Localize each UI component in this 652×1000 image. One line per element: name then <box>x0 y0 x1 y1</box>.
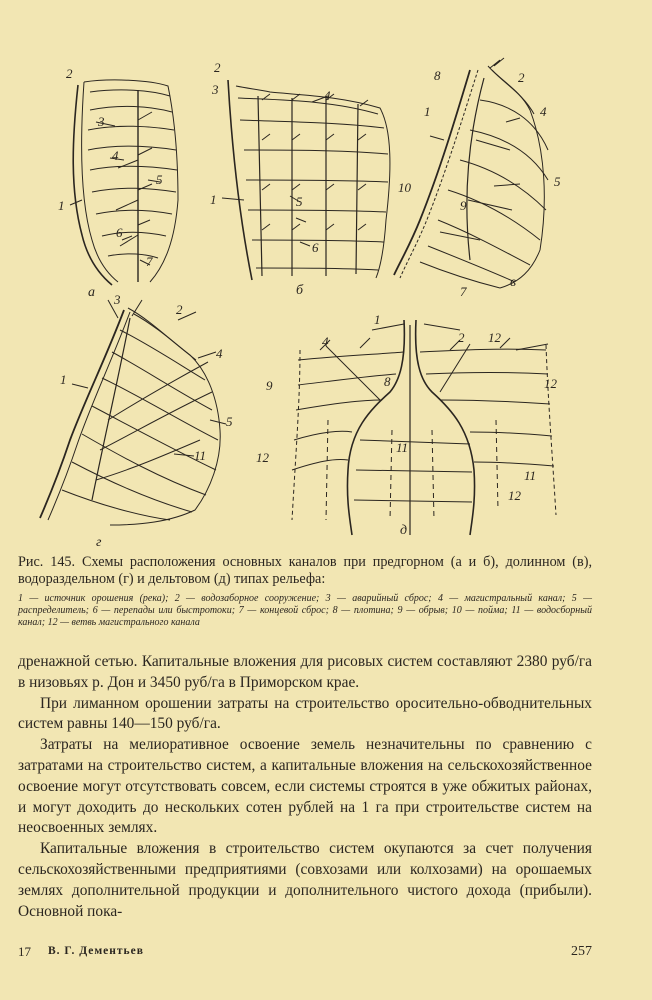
callout-d-11-a: 11 <box>396 440 409 455</box>
callout-v-4: 4 <box>540 104 547 119</box>
callout-d-1: 1 <box>374 312 381 327</box>
callout-v-1: 1 <box>424 104 431 119</box>
paragraph-4: Капитальные вложения в строительство систем окупаются за счет получения сельскохозяйственными предприятиями (совхозами или колхозами) на орошаемых землях дополнительной продукции и дополнительного чистого дохода (прибыли). Основной пока- <box>18 840 592 920</box>
panel-v-label: в <box>510 275 517 290</box>
callout-g-1: 1 <box>60 372 67 387</box>
callout-d-4: 4 <box>322 334 329 349</box>
figure-caption: Рис. 145. Схемы расположения основных каналов при предгорном (а и б), долинном (в), водораздельном (г) и дельтовом (д) типах рельефа: <box>18 554 592 587</box>
panel-g-label: г <box>96 535 102 550</box>
callout-b-6: 6 <box>312 240 319 255</box>
figure-legend: 1 — источник орошения (река); 2 — водозаборное сооружение; 3 — аварийный сброс; 4 — магистральный канал; 5 — распределитель; 6 — перепады или быстротоки; 7 — концевой сброс; 8 — плотина; 9 — обрыв; 10 — пойма; 11 — водосборный канал; 12 — ветвь магистрального канала <box>18 593 592 628</box>
callout-g-11: 11 <box>194 448 207 463</box>
callout-d-12-c: 12 <box>256 450 269 465</box>
callout-v-2: 2 <box>518 70 525 85</box>
callout-v-7: 7 <box>460 284 467 299</box>
signature-mark: 17 <box>18 944 31 959</box>
callout-b-5: 5 <box>296 194 303 209</box>
author-name: В. Г. Дементьев <box>48 945 144 957</box>
paragraph-1: дренажной сетью. Капитальные вложения для рисовых систем составляют 2380 руб/га в низовьях р. Дон и 3450 руб/га в Приморском крае. <box>18 653 592 691</box>
callout-d-2: 2 <box>458 330 465 345</box>
callout-d-9: 9 <box>266 378 273 393</box>
panel-g-diagram <box>40 300 226 525</box>
callout-a-6: 6 <box>116 225 123 240</box>
callout-d-12-d: 12 <box>508 488 521 503</box>
paragraph-3: Затраты на мелиоративное освоение земель незначительны по сравнению с затратами на строительство систем, а капитальные вложения на сельскохозяйственное освоение могут отсутствовать совсем, если системы строятся в уже обжитых районах, и могут доходить до нескольких сотен рублей на 1 га при строительстве систем на неосвоенных землях. <box>18 736 592 837</box>
callout-a-3: 3 <box>98 114 105 129</box>
callout-v-10: 10 <box>398 180 411 195</box>
callout-b-4: 4 <box>324 88 331 103</box>
callout-v-9: 9 <box>460 198 467 213</box>
callout-d-8: 8 <box>384 374 391 389</box>
panel-b-label: б <box>296 283 304 298</box>
callout-b-2: 2 <box>214 60 221 75</box>
callout-a-7: 7 <box>146 254 153 269</box>
callout-a-2: 2 <box>66 66 73 81</box>
panel-v-diagram <box>394 58 548 288</box>
callout-b-1: 1 <box>210 192 217 207</box>
page-footer <box>18 944 592 968</box>
callout-b-3: 3 <box>212 82 219 97</box>
panel-a-label: а <box>88 285 95 300</box>
callout-d-12-b: 12 <box>544 376 557 391</box>
callout-v-5: 5 <box>554 174 561 189</box>
callout-a-4: 4 <box>112 148 119 163</box>
callout-a-5: 5 <box>156 172 163 187</box>
callout-d-11-b: 11 <box>524 468 537 483</box>
callout-v-8: 8 <box>434 68 441 83</box>
callout-a-1: 1 <box>58 198 65 213</box>
page-number: 257 <box>571 944 592 959</box>
callout-d-12-a: 12 <box>488 330 501 345</box>
panel-d-label: д <box>400 523 408 538</box>
callout-g-3: 3 <box>114 292 121 307</box>
callout-g-5: 5 <box>226 414 233 429</box>
callout-g-2: 2 <box>176 302 183 317</box>
paragraph-2: При лиманном орошении затраты на строительство оросительно-обводнительных систем равны 140—150 руб/га. <box>18 694 592 733</box>
body-text <box>18 652 592 922</box>
panel-b-diagram <box>222 80 390 280</box>
callout-g-4: 4 <box>216 346 223 361</box>
